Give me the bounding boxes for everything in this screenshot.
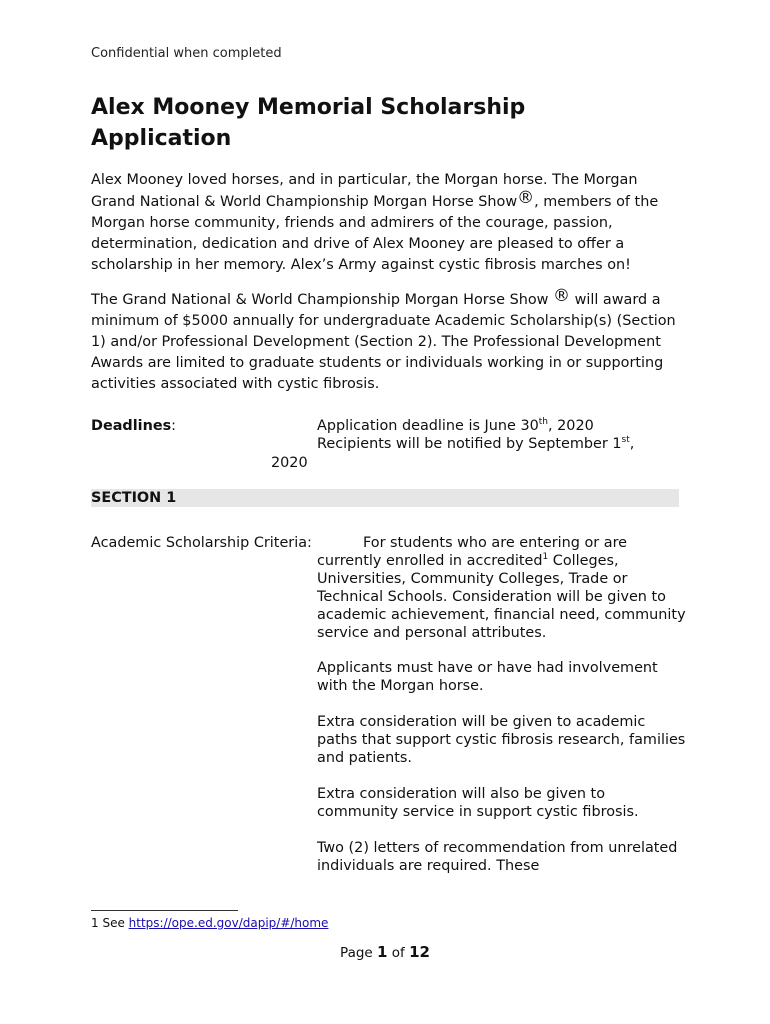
footnote-divider — [91, 910, 238, 911]
page-word: Page — [340, 945, 378, 961]
crit1-text-b: Colleges, Universities, Community Colleges, Trade or Technical Schools. Consideration will be given to academic achievement, financial need, community service and personal attributes. — [317, 553, 686, 641]
criteria-paragraph-4: Extra consideration will also be given to community service in support cystic fibrosis. — [317, 786, 639, 820]
intro-p2-text-b: will award a minimum of $5000 annually for undergraduate Academic Scholarship(s) (Section 1) and/or Professional Development (Section 2). The Professional Development Awards are limited to graduate students or individuals working in or supporting activities associated with cystic fibrosis. — [91, 292, 676, 392]
footnote-link[interactable]: https://ope.ed.gov/dapip/#/home — [128, 916, 329, 930]
total-pages: 12 — [409, 943, 430, 961]
deadline-line1-b: , 2020 — [548, 418, 594, 434]
document-title: Alex Mooney Memorial Scholarship Application — [91, 95, 526, 151]
intro-paragraph-1 — [91, 170, 681, 276]
intro-p1-text-b: , members of the Morgan horse community, friends and admirers of the courage, passion, determination, dedication and drive of Alex Mooney are pleased to offer a scholarship in her memory. Alex’s Army against cystic fibrosis marches on! — [91, 194, 659, 273]
registered-mark: ® — [553, 286, 570, 306]
deadline-line1-sup: th — [538, 417, 548, 428]
deadline-line1-a: Application deadline is June 30 — [317, 418, 539, 434]
intro-paragraph-2 — [91, 286, 681, 395]
deadline-line2-a: Recipients will be notified by September 1 — [317, 436, 622, 452]
deadlines-label-text: Deadlines — [91, 418, 172, 434]
deadlines-colon: : — [171, 418, 177, 434]
criteria-paragraph-2: Applicants must have or have had involvement with the Morgan horse. — [317, 660, 658, 694]
intro-p1-text-a: Alex Mooney loved horses, and in particular, the Morgan horse. The Morgan Grand National & World Championship Morgan Horse Show — [91, 172, 638, 210]
confidential-note: Confidential when completed — [91, 46, 282, 61]
deadlines-label — [91, 417, 176, 435]
section-1-heading: SECTION 1 — [91, 489, 679, 507]
notification-year: 2020 — [271, 455, 308, 471]
intro-p2-text-a: The Grand National & World Championship Morgan Horse Show — [91, 292, 549, 308]
page-number — [0, 943, 770, 961]
of-word: of — [387, 945, 410, 961]
footnote-prefix: 1 See — [91, 916, 129, 930]
crit1-text-a: For students who are entering or are currently enrolled in accredited — [317, 535, 628, 569]
deadline-line2-sup: st — [621, 435, 630, 446]
application-deadline — [317, 417, 594, 435]
criteria-paragraph-1 — [317, 534, 687, 642]
footnote — [91, 916, 328, 930]
criteria-paragraph-3: Extra consideration will be given to academic paths that support cystic fibrosis research, families and patients. — [317, 714, 686, 766]
footnote-ref[interactable]: 1 — [542, 552, 549, 563]
criteria-paragraph-5: Two (2) letters of recommendation from unrelated individuals are required. These — [317, 840, 678, 874]
registered-mark: ® — [517, 188, 535, 208]
academic-criteria-label: Academic Scholarship Criteria: — [91, 535, 312, 551]
current-page: 1 — [377, 943, 388, 961]
notification-deadline — [317, 435, 634, 453]
deadline-line2-b: , — [629, 436, 635, 452]
